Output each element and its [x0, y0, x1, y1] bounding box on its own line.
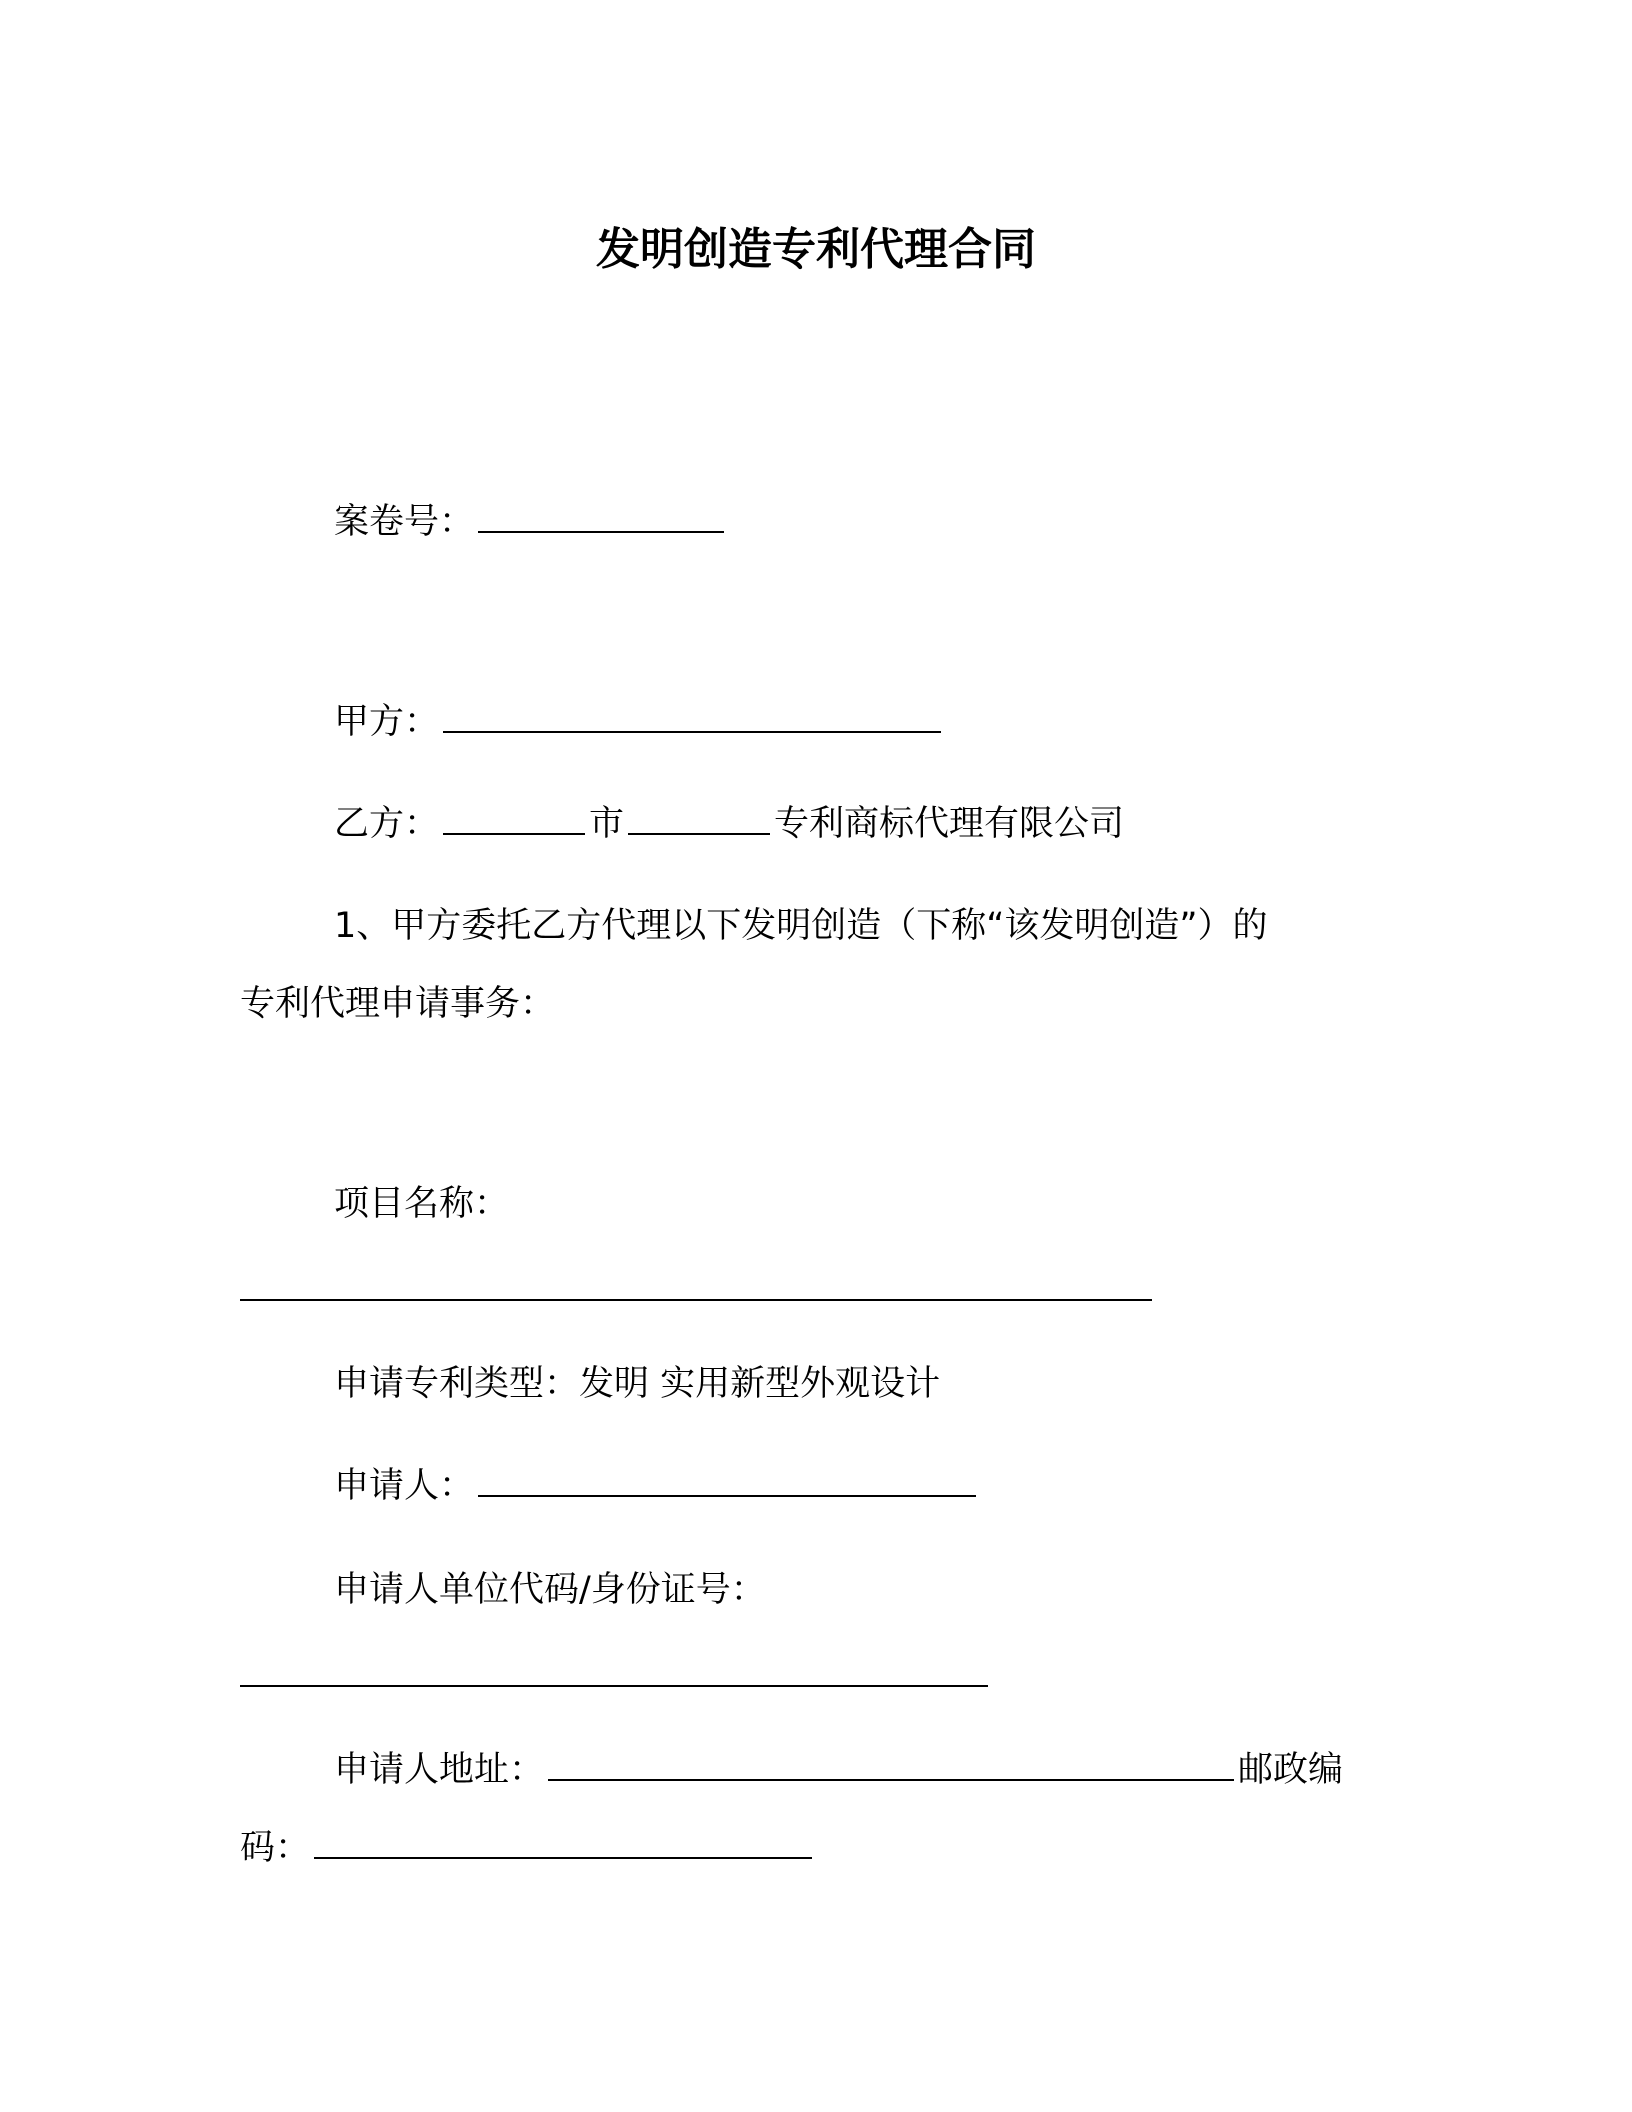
party-a-line — [334, 698, 945, 746]
applicant-address-label: 申请人地址： — [334, 1750, 545, 1790]
project-name-blank — [240, 1298, 1152, 1301]
clause-1-line-1: 1、甲方委托乙方代理以下发明创造（下称“该发明创造”）的 — [334, 906, 1268, 946]
party-a-label: 甲方： — [334, 702, 440, 742]
project-name-blank-line — [240, 1266, 1156, 1314]
party-b-label: 乙方： — [334, 804, 440, 844]
party-b-company-suffix: 专利商标代理有限公司 — [774, 804, 1125, 844]
party-b-line — [334, 800, 1124, 848]
applicant-label: 申请人： — [334, 1466, 475, 1506]
patent-type-line: 申请专利类型：发明 实用新型外观设计 — [334, 1364, 941, 1404]
clause-1-line-2: 专利代理申请事务： — [240, 984, 556, 1024]
project-name-label: 项目名称： — [334, 1184, 510, 1224]
applicant-line — [334, 1462, 980, 1510]
applicant-id-blank — [240, 1684, 988, 1687]
postal-code-line — [240, 1824, 816, 1872]
applicant-address-blank — [548, 1778, 1234, 1781]
applicant-id-blank-line — [240, 1652, 992, 1700]
case-number-label: 案卷号： — [334, 502, 475, 542]
party-b-name-blank — [628, 832, 770, 835]
case-number-line — [334, 498, 728, 546]
postal-code-label-part2: 码： — [240, 1828, 311, 1868]
postal-code-blank — [314, 1856, 812, 1859]
applicant-id-label: 申请人单位代码/身份证号： — [334, 1570, 766, 1610]
party-a-blank — [443, 730, 941, 733]
party-b-city-suffix: 市 — [589, 804, 625, 844]
applicant-blank — [478, 1494, 976, 1497]
document-title: 发明创造专利代理合同 — [596, 224, 1036, 275]
postal-code-label-part1: 邮政编 — [1238, 1750, 1344, 1790]
case-number-blank — [478, 530, 724, 533]
party-b-city-blank — [443, 832, 585, 835]
applicant-address-line — [334, 1746, 1343, 1794]
